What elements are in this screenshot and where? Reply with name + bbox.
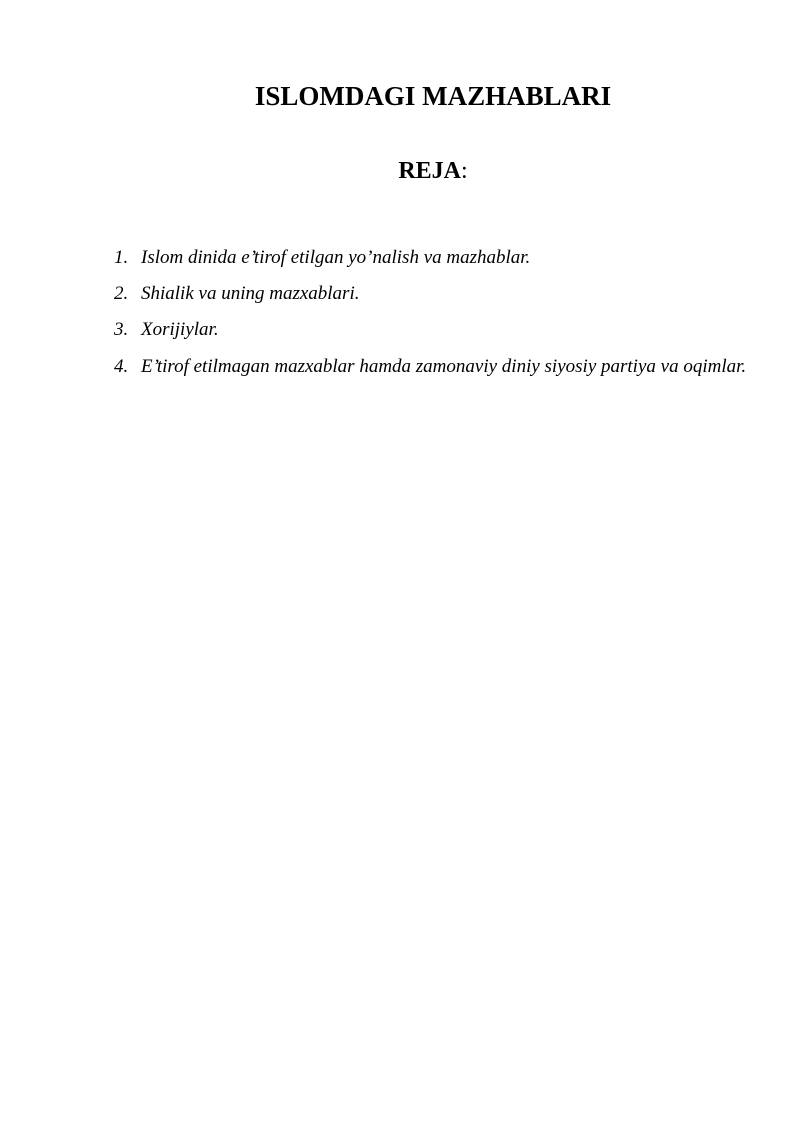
plan-item-3 <box>76 312 752 348</box>
plan-item-1 <box>76 240 752 276</box>
plan-item-number: 4. <box>114 356 129 377</box>
plan-item-number: 1. <box>114 247 129 268</box>
plan-item-text: Islom dinida e’tirof etilgan yo’nalish va mazhablar. <box>141 247 531 268</box>
plan-item-text: Shialik va uning mazxablari. <box>141 283 360 304</box>
plan-heading-colon: : <box>461 158 468 184</box>
plan-item-number: 2. <box>114 283 129 304</box>
plan-heading-text: REJA <box>398 158 461 184</box>
plan-item-text: Xorijiylar. <box>141 319 219 340</box>
plan-item-number: 3. <box>114 319 129 340</box>
plan-item-2 <box>76 276 752 312</box>
plan-heading <box>0 154 800 188</box>
plan-item-4 <box>76 348 752 385</box>
document-title: ISLOMDAGI MAZHABLARI <box>254 81 612 111</box>
plan-list <box>76 240 752 385</box>
plan-item-text: E’tirof etilmagan mazxablar hamda zamonaviy diniy siyosiy partiya va oqimlar. <box>141 356 747 377</box>
